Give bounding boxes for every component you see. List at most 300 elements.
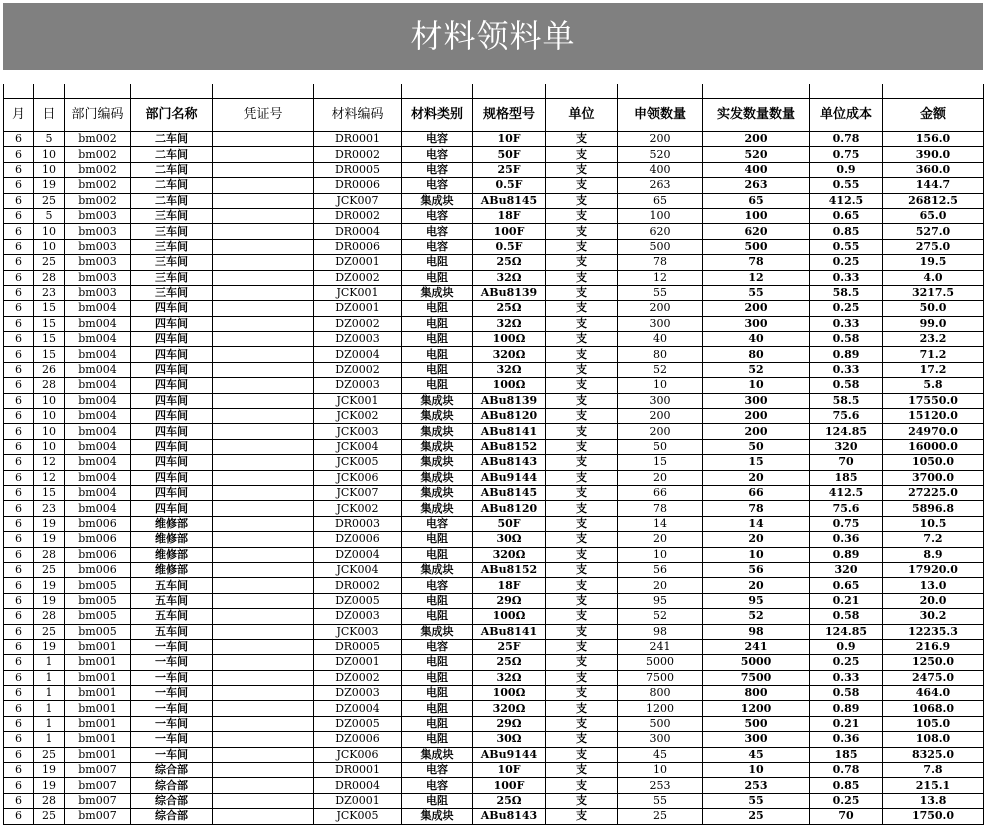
table-cell[interactable]: 0.9 [810,639,883,654]
table-cell[interactable]: 80 [703,347,810,362]
table-cell[interactable]: 电阻 [402,593,473,608]
table-cell[interactable]: 320Ω [473,547,546,562]
table-cell[interactable]: 支 [546,624,618,639]
table-cell[interactable]: bm001 [65,639,131,654]
table-cell[interactable]: 185 [810,470,883,485]
table-cell[interactable]: 20 [703,578,810,593]
table-cell[interactable]: ABu8120 [473,409,546,424]
table-cell[interactable]: 29Ω [473,716,546,731]
table-cell[interactable]: 390.0 [883,147,984,162]
table-cell[interactable]: 6 [4,332,34,347]
table-cell[interactable]: 15 [34,332,65,347]
table-cell[interactable]: 2475.0 [883,670,984,685]
table-cell[interactable]: 6 [4,670,34,685]
table-cell[interactable] [213,532,314,547]
table-cell[interactable]: 520 [618,147,703,162]
table-cell[interactable]: 71.2 [883,347,984,362]
table-cell[interactable]: 电容 [402,147,473,162]
table-cell[interactable]: 6 [4,455,34,470]
table-cell[interactable] [213,439,314,454]
table-cell[interactable]: 500 [618,716,703,731]
table-cell[interactable]: 23 [34,285,65,300]
table-cell[interactable]: bm006 [65,562,131,577]
table-cell[interactable] [213,639,314,654]
table-cell[interactable]: 6 [4,609,34,624]
table-cell[interactable]: 12 [34,470,65,485]
table-cell[interactable]: 电容 [402,639,473,654]
table-cell[interactable]: 30.2 [883,609,984,624]
table-cell[interactable]: 四车间 [131,409,213,424]
table-cell[interactable]: ABu8143 [473,809,546,824]
table-cell[interactable]: 500 [703,716,810,731]
table-cell[interactable]: 1068.0 [883,701,984,716]
table-cell[interactable]: 支 [546,639,618,654]
table-cell[interactable] [213,193,314,208]
table-cell[interactable]: 电阻 [402,716,473,731]
table-cell[interactable]: 电容 [402,763,473,778]
table-cell[interactable]: 25 [618,809,703,824]
table-cell[interactable]: bm002 [65,178,131,193]
table-cell[interactable]: DZ0001 [314,655,402,670]
table-cell[interactable]: 1 [34,732,65,747]
table-cell[interactable]: 电容 [402,132,473,147]
table-cell[interactable]: 6 [4,562,34,577]
table-cell[interactable]: 464.0 [883,686,984,701]
table-cell[interactable]: 五车间 [131,578,213,593]
table-cell[interactable]: bm007 [65,793,131,808]
table-cell[interactable]: 0.36 [810,532,883,547]
table-cell[interactable]: 27225.0 [883,485,984,500]
table-cell[interactable]: 10F [473,763,546,778]
table-cell[interactable]: 95 [703,593,810,608]
table-cell[interactable]: bm003 [65,239,131,254]
table-cell[interactable]: 四车间 [131,485,213,500]
table-cell[interactable]: 15 [34,301,65,316]
table-cell[interactable]: 0.75 [810,147,883,162]
table-cell[interactable] [213,270,314,285]
table-cell[interactable]: 12235.3 [883,624,984,639]
table-cell[interactable]: 25 [34,747,65,762]
table-cell[interactable]: 支 [546,670,618,685]
table-cell[interactable]: 20 [703,470,810,485]
spacer-cell[interactable] [4,84,34,99]
table-cell[interactable]: bm003 [65,208,131,223]
table-cell[interactable] [213,778,314,793]
table-cell[interactable]: bm003 [65,270,131,285]
table-cell[interactable]: 电阻 [402,609,473,624]
table-cell[interactable]: 65.0 [883,208,984,223]
table-cell[interactable]: 25 [34,809,65,824]
table-cell[interactable]: 电阻 [402,347,473,362]
table-cell[interactable]: 支 [546,778,618,793]
table-cell[interactable]: 一车间 [131,701,213,716]
table-cell[interactable]: 电容 [402,578,473,593]
table-cell[interactable]: 13.8 [883,793,984,808]
table-cell[interactable]: bm002 [65,193,131,208]
table-cell[interactable]: 支 [546,470,618,485]
table-cell[interactable]: 支 [546,332,618,347]
table-cell[interactable]: DR0004 [314,224,402,239]
table-cell[interactable]: 50 [618,439,703,454]
table-cell[interactable]: 综合部 [131,763,213,778]
table-cell[interactable]: 25Ω [473,301,546,316]
table-cell[interactable]: 0.58 [810,332,883,347]
table-cell[interactable]: 6 [4,624,34,639]
table-cell[interactable]: DZ0001 [314,301,402,316]
table-cell[interactable] [213,562,314,577]
table-cell[interactable] [213,609,314,624]
table-cell[interactable]: 6 [4,193,34,208]
table-cell[interactable]: 集成块 [402,424,473,439]
table-cell[interactable]: 24970.0 [883,424,984,439]
table-cell[interactable]: bm006 [65,516,131,531]
table-cell[interactable]: 6 [4,809,34,824]
table-cell[interactable]: 25Ω [473,655,546,670]
table-cell[interactable]: 二车间 [131,178,213,193]
table-cell[interactable]: bm004 [65,424,131,439]
table-cell[interactable]: 0.36 [810,732,883,747]
table-cell[interactable]: 0.33 [810,670,883,685]
table-cell[interactable]: 58.5 [810,393,883,408]
table-cell[interactable]: 29Ω [473,593,546,608]
table-cell[interactable]: 40 [703,332,810,347]
table-cell[interactable]: 支 [546,793,618,808]
table-cell[interactable]: 一车间 [131,655,213,670]
table-cell[interactable]: 412.5 [810,193,883,208]
table-cell[interactable] [213,763,314,778]
table-cell[interactable]: 二车间 [131,162,213,177]
table-cell[interactable]: 6 [4,701,34,716]
spacer-cell[interactable] [883,84,984,99]
table-cell[interactable] [213,347,314,362]
table-cell[interactable]: bm005 [65,624,131,639]
table-cell[interactable]: ABu9144 [473,470,546,485]
table-cell[interactable]: 10 [618,763,703,778]
table-cell[interactable]: 四车间 [131,501,213,516]
table-cell[interactable]: 15 [34,347,65,362]
table-cell[interactable]: 电容 [402,208,473,223]
table-cell[interactable]: 20 [618,532,703,547]
table-cell[interactable] [213,593,314,608]
table-cell[interactable]: DZ0004 [314,701,402,716]
table-cell[interactable]: 100Ω [473,609,546,624]
table-cell[interactable]: 75.6 [810,501,883,516]
table-cell[interactable]: 四车间 [131,439,213,454]
table-cell[interactable]: DR0001 [314,132,402,147]
table-cell[interactable]: 5 [34,208,65,223]
table-cell[interactable]: 支 [546,378,618,393]
table-cell[interactable]: bm001 [65,732,131,747]
table-cell[interactable]: 19 [34,178,65,193]
spacer-cell[interactable] [546,84,618,99]
table-cell[interactable]: 19 [34,778,65,793]
table-cell[interactable] [213,208,314,223]
table-cell[interactable]: 19 [34,516,65,531]
table-cell[interactable]: 三车间 [131,224,213,239]
spacer-cell[interactable] [402,84,473,99]
table-cell[interactable]: 三车间 [131,239,213,254]
table-cell[interactable]: 10F [473,132,546,147]
table-cell[interactable]: 14 [703,516,810,531]
table-cell[interactable]: 527.0 [883,224,984,239]
table-cell[interactable]: 6 [4,409,34,424]
table-cell[interactable]: 支 [546,516,618,531]
table-cell[interactable]: 17920.0 [883,562,984,577]
table-cell[interactable]: 8.9 [883,547,984,562]
table-cell[interactable]: 19 [34,532,65,547]
table-cell[interactable]: 10 [703,547,810,562]
table-cell[interactable]: 6 [4,255,34,270]
table-cell[interactable]: 0.65 [810,578,883,593]
table-cell[interactable]: 320Ω [473,347,546,362]
table-cell[interactable]: 32Ω [473,270,546,285]
table-cell[interactable]: 支 [546,424,618,439]
table-cell[interactable]: 0.5F [473,239,546,254]
table-cell[interactable]: bm004 [65,393,131,408]
table-cell[interactable]: 集成块 [402,455,473,470]
table-cell[interactable]: 56 [703,562,810,577]
table-cell[interactable]: 320 [810,562,883,577]
table-cell[interactable]: 0.21 [810,716,883,731]
table-cell[interactable]: 25 [34,255,65,270]
table-cell[interactable]: 14 [618,516,703,531]
table-cell[interactable]: 二车间 [131,193,213,208]
table-cell[interactable]: 400 [703,162,810,177]
table-cell[interactable]: 52 [618,609,703,624]
table-cell[interactable]: 电阻 [402,547,473,562]
table-cell[interactable]: 6 [4,347,34,362]
table-cell[interactable]: bm005 [65,593,131,608]
table-cell[interactable]: 100F [473,224,546,239]
table-cell[interactable]: 400 [618,162,703,177]
table-cell[interactable]: JCK001 [314,285,402,300]
table-cell[interactable]: 78 [618,255,703,270]
table-cell[interactable]: 19 [34,639,65,654]
table-cell[interactable]: 6 [4,439,34,454]
table-cell[interactable]: DZ0004 [314,547,402,562]
column-header[interactable]: 申领数量 [618,99,703,132]
table-cell[interactable]: 支 [546,285,618,300]
table-cell[interactable] [213,732,314,747]
table-cell[interactable]: 四车间 [131,347,213,362]
table-cell[interactable]: JCK001 [314,393,402,408]
table-cell[interactable] [213,162,314,177]
table-cell[interactable]: 支 [546,178,618,193]
table-cell[interactable]: ABu8152 [473,562,546,577]
table-cell[interactable]: 综合部 [131,793,213,808]
table-cell[interactable]: 8325.0 [883,747,984,762]
table-cell[interactable]: 19 [34,578,65,593]
table-cell[interactable]: 6 [4,424,34,439]
table-cell[interactable]: 28 [34,378,65,393]
table-cell[interactable]: bm006 [65,547,131,562]
table-cell[interactable]: 6 [4,316,34,331]
table-cell[interactable]: 28 [34,793,65,808]
table-cell[interactable]: bm004 [65,347,131,362]
table-cell[interactable]: 6 [4,686,34,701]
table-cell[interactable]: 0.25 [810,655,883,670]
table-cell[interactable]: 300 [618,393,703,408]
table-cell[interactable]: 五车间 [131,593,213,608]
table-cell[interactable]: 五车间 [131,609,213,624]
table-cell[interactable]: 75.6 [810,409,883,424]
table-cell[interactable]: 3217.5 [883,285,984,300]
table-cell[interactable]: 综合部 [131,809,213,824]
table-cell[interactable] [213,470,314,485]
table-cell[interactable]: 200 [703,301,810,316]
table-cell[interactable]: 0.75 [810,516,883,531]
table-cell[interactable]: 55 [618,793,703,808]
table-cell[interactable]: ABu9144 [473,747,546,762]
table-cell[interactable]: ABu8141 [473,624,546,639]
table-cell[interactable] [213,378,314,393]
table-cell[interactable]: 241 [703,639,810,654]
table-cell[interactable]: 0.58 [810,686,883,701]
table-cell[interactable]: 10 [34,409,65,424]
table-cell[interactable]: 一车间 [131,732,213,747]
table-cell[interactable]: 1 [34,655,65,670]
table-cell[interactable]: 支 [546,578,618,593]
table-cell[interactable]: 200 [703,409,810,424]
table-cell[interactable] [213,301,314,316]
table-cell[interactable]: 6 [4,178,34,193]
table-cell[interactable]: 0.89 [810,347,883,362]
table-cell[interactable]: 0.58 [810,609,883,624]
table-cell[interactable]: DR0002 [314,578,402,593]
table-cell[interactable]: 100Ω [473,332,546,347]
table-cell[interactable]: 6 [4,716,34,731]
table-cell[interactable]: bm002 [65,132,131,147]
table-cell[interactable]: 0.89 [810,547,883,562]
table-cell[interactable] [213,178,314,193]
table-cell[interactable]: 40 [618,332,703,347]
table-cell[interactable]: bm004 [65,332,131,347]
table-cell[interactable]: DZ0003 [314,378,402,393]
table-cell[interactable]: DR0004 [314,778,402,793]
table-cell[interactable] [213,255,314,270]
table-cell[interactable]: 300 [618,316,703,331]
table-cell[interactable]: 80 [618,347,703,362]
table-cell[interactable]: DZ0003 [314,686,402,701]
table-cell[interactable]: 98 [618,624,703,639]
spacer-cell[interactable] [810,84,883,99]
table-cell[interactable]: 16000.0 [883,439,984,454]
table-cell[interactable]: 四车间 [131,378,213,393]
table-cell[interactable] [213,285,314,300]
table-cell[interactable]: 200 [618,132,703,147]
table-cell[interactable]: 三车间 [131,208,213,223]
table-cell[interactable]: 6 [4,470,34,485]
table-cell[interactable]: 55 [703,285,810,300]
table-cell[interactable]: 30Ω [473,532,546,547]
table-cell[interactable]: 0.25 [810,255,883,270]
table-cell[interactable] [213,624,314,639]
table-cell[interactable]: 13.0 [883,578,984,593]
table-cell[interactable]: 支 [546,593,618,608]
table-cell[interactable]: 10 [34,439,65,454]
table-cell[interactable]: bm005 [65,609,131,624]
table-cell[interactable]: 200 [618,409,703,424]
table-cell[interactable]: 集成块 [402,285,473,300]
table-cell[interactable]: DR0006 [314,239,402,254]
table-cell[interactable]: 支 [546,132,618,147]
table-cell[interactable]: 10 [703,378,810,393]
table-cell[interactable]: 维修部 [131,562,213,577]
table-cell[interactable]: 1 [34,670,65,685]
table-cell[interactable]: 360.0 [883,162,984,177]
table-cell[interactable]: 105.0 [883,716,984,731]
table-cell[interactable]: ABu8152 [473,439,546,454]
table-cell[interactable]: JCK002 [314,501,402,516]
table-cell[interactable]: 55 [703,793,810,808]
table-cell[interactable]: 15 [34,485,65,500]
table-cell[interactable]: 支 [546,686,618,701]
table-cell[interactable]: 263 [618,178,703,193]
table-cell[interactable]: 6 [4,639,34,654]
table-cell[interactable]: 10.5 [883,516,984,531]
table-cell[interactable]: 6 [4,393,34,408]
table-cell[interactable]: 500 [703,239,810,254]
table-cell[interactable]: 集成块 [402,393,473,408]
table-cell[interactable]: 维修部 [131,532,213,547]
table-cell[interactable]: bm004 [65,485,131,500]
table-cell[interactable]: 集成块 [402,501,473,516]
table-cell[interactable]: 电容 [402,516,473,531]
table-cell[interactable]: 支 [546,439,618,454]
table-cell[interactable]: 100Ω [473,378,546,393]
table-cell[interactable]: 10 [34,162,65,177]
table-cell[interactable]: 32Ω [473,670,546,685]
table-cell[interactable]: 电阻 [402,670,473,685]
table-cell[interactable]: 支 [546,409,618,424]
table-cell[interactable]: 1 [34,716,65,731]
table-cell[interactable]: 集成块 [402,470,473,485]
table-cell[interactable]: 支 [546,147,618,162]
table-cell[interactable]: 0.25 [810,793,883,808]
table-cell[interactable]: 维修部 [131,516,213,531]
table-cell[interactable]: 12 [618,270,703,285]
table-cell[interactable]: bm001 [65,686,131,701]
table-cell[interactable]: 支 [546,162,618,177]
table-cell[interactable]: 电阻 [402,316,473,331]
table-cell[interactable]: ABu8145 [473,193,546,208]
table-cell[interactable]: 320Ω [473,701,546,716]
table-cell[interactable]: DZ0003 [314,609,402,624]
table-cell[interactable]: 电容 [402,778,473,793]
table-cell[interactable]: 4.0 [883,270,984,285]
table-cell[interactable]: 支 [546,208,618,223]
table-cell[interactable]: 电阻 [402,732,473,747]
table-cell[interactable]: DZ0006 [314,532,402,547]
column-header[interactable]: 月 [4,99,34,132]
table-cell[interactable]: 四车间 [131,301,213,316]
table-cell[interactable]: DR0002 [314,147,402,162]
table-cell[interactable]: bm003 [65,285,131,300]
table-cell[interactable]: 15 [618,455,703,470]
table-cell[interactable]: 253 [703,778,810,793]
table-cell[interactable]: DR0006 [314,178,402,193]
column-header[interactable]: 材料类别 [402,99,473,132]
table-cell[interactable]: 支 [546,547,618,562]
table-cell[interactable]: bm004 [65,409,131,424]
table-cell[interactable]: ABu8139 [473,285,546,300]
table-cell[interactable]: bm004 [65,362,131,377]
table-cell[interactable]: JCK007 [314,485,402,500]
table-cell[interactable]: 0.5F [473,178,546,193]
table-cell[interactable]: 支 [546,763,618,778]
table-cell[interactable]: 6 [4,501,34,516]
table-cell[interactable]: 支 [546,455,618,470]
